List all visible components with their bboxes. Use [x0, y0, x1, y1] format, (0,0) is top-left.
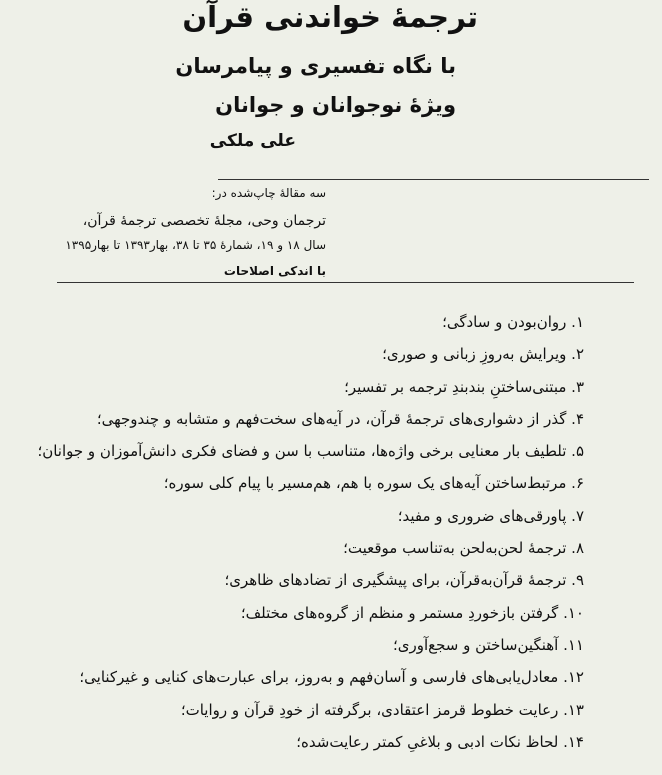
divider-top: [218, 179, 649, 180]
subtitle-line-2: ویژهٔ نوجوانان و جوانان: [215, 93, 456, 117]
list-item: ۱۳. رعایت خطوط قرمز اعتقادی، برگرفته از خودِ قرآن و روایات؛: [180, 700, 584, 719]
publication-heading: سه مقالهٔ چاپ‌شده در:: [211, 186, 326, 200]
list-item: ۱. روان‌بودن و سادگی؛: [442, 313, 584, 331]
list-item: ۱۲. معادل‌یابی‌های فارسی و آسان‌فهم و به‌روز، برای عبارت‌های کنایی و غیرکنایی؛: [79, 668, 584, 687]
divider-bottom: [57, 282, 634, 283]
list-item: ۱۰. گرفتن بازخوردِ مستمر و منظم از گروه‌های مختلف؛: [240, 603, 584, 622]
list-item: ۱۱. آهنگین‌ساختن و سجع‌آوری؛: [392, 635, 584, 654]
list-item: ۱۴. لحاظ نکات ادبی و بلاغیِ کمتر رعایت‌شده؛: [296, 732, 584, 751]
list-item: ۸. ترجمهٔ لحن‌به‌لحن به‌تناسب موقعیت؛: [343, 539, 584, 558]
list-item: ۴. گذر از دشواری‌های ترجمهٔ قرآن، در آیه‌های سخت‌فهم و متشابه و چندوجهی؛: [96, 409, 584, 428]
publication-issue: سال ۱۸ و ۱۹، شمارهٔ ۳۵ تا ۳۸، بهار۱۳۹۳ تا بهار۱۳۹۵: [65, 238, 326, 252]
list-item: ۳. مبتنی‌ساختنِ بندبندِ ترجمه بر تفسیر؛: [344, 377, 584, 396]
list-item: ۹. ترجمهٔ قرآن‌به‌قرآن، برای پیشگیری از تضادهای ظاهری؛: [224, 571, 584, 590]
list-item: ۷. پاورقی‌های ضروری و مفید؛: [397, 506, 584, 525]
features-list: [37, 306, 584, 758]
author-name: علی ملکی: [209, 131, 296, 151]
list-item: ۲. ویرایش به‌روزِ زبانی و صوری؛: [382, 345, 584, 364]
document-title: ترجمهٔ خواندنی قرآن: [182, 0, 478, 34]
list-item: ۶. مرتبط‌ساختن آیه‌های یک سوره با هم، هم‌مسیر با پیام کلی سوره؛: [163, 474, 584, 493]
subtitle-line-1: با نگاه تفسیری و پیامرسان: [175, 54, 456, 78]
list-item: ۵. تلطیف بار معنایی برخی واژه‌ها، متناسب با سن و فضای فکری دانش‌آموزان و جوانان؛: [37, 442, 584, 461]
publication-journal: ترجمان وحی، مجلهٔ تخصصی ترجمهٔ قرآن،: [82, 213, 326, 229]
publication-edits-note: با اندکی اصلاحات: [223, 264, 326, 278]
